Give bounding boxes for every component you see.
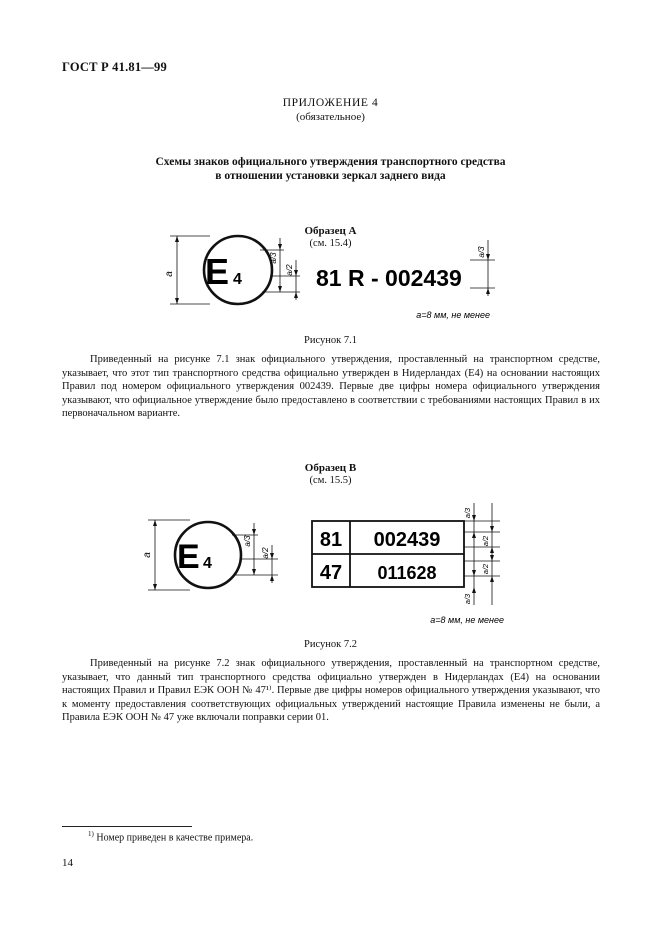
section-title	[0, 155, 661, 183]
figure-7-1-caption: Рисунок 7.1	[304, 335, 357, 346]
dim-a2-top-label: a/2	[481, 535, 490, 547]
dim-a2-label: a/2	[285, 264, 294, 276]
sample-a-title: Образец А	[304, 225, 357, 237]
dim-a2-label-b: a/2	[261, 547, 270, 559]
section-title-line1: Схемы знаков официального утверждения транспортного средства	[155, 156, 506, 168]
dim-a-label: a	[164, 271, 175, 277]
dim-a3-label: a/3	[269, 252, 278, 264]
appendix-title: ПРИЛОЖЕНИЕ 4	[282, 97, 379, 109]
mark-letter-e-b: E	[177, 538, 200, 576]
figure-7-1	[150, 230, 510, 330]
page-number: 14	[62, 857, 73, 869]
dim-a3-bottom-label: a/3	[463, 593, 472, 605]
dimension-note: a=8 мм, не менее	[416, 310, 490, 320]
paragraph-1	[62, 353, 600, 421]
dim-a3-right-label: a/3	[477, 246, 486, 258]
figure-7-2-caption: Рисунок 7.2	[304, 639, 357, 650]
sample-a-ref: (см. 15.4)	[309, 238, 352, 249]
paragraph-2-text: Приведенный на рисунке 7.2 знак официального утверждения, проставленный на транспортном средстве, указывает, что данный тип транспортного средства официально утвержден в Нидерландах (E4) на основании настоящих Правил и Правил ЕЭК ООН № 47¹⁾. Первые две цифры номеров официального утверждения указывают, что к моменту предоставления соответствующих официальных утверждений настоящие Правила изменены не были, а Правила ЕЭК ООН № 47 уже включали поправки серии 01.	[62, 658, 600, 724]
footnote-mark: 1)	[88, 830, 94, 838]
paragraph-1-text: Приведенный на рисунке 7.1 знак официального утверждения, проставленный на транспортном средстве, указывает, что этот тип транспортного средства официально утвержден в Нидерландах (E4) на основании настоящих Правил под номером официального утверждения 002439. Первые две цифры номера официального утверждения указывают, что официальное утверждение было предоставлено в соответствии с требованиями настоящих Правил в их первоначальном варианте.	[62, 354, 600, 420]
section-title-line2: в отношении установки зеркал заднего вида	[215, 170, 446, 182]
footnote-text: Номер приведен в качестве примера.	[96, 832, 254, 844]
dim-a3-top-label: a/3	[463, 507, 472, 519]
mark-country-number: 4	[233, 271, 242, 288]
footnote	[88, 830, 253, 843]
sample-b-ref: (см. 15.5)	[309, 475, 352, 486]
dim-a3-label-b: a/3	[243, 535, 252, 547]
figure-7-2	[140, 495, 520, 625]
mark-letter-e: E	[205, 251, 230, 292]
footnote-separator	[62, 826, 192, 827]
dim-a2-bottom-label: a/2	[481, 563, 490, 575]
document-code: ГОСТ Р 41.81—99	[62, 60, 167, 74]
sample-b-title: Образец В	[304, 462, 357, 474]
dimension-note-b: a=8 мм, не менее	[430, 615, 504, 625]
row2-approval-number: 011628	[377, 563, 437, 583]
row2-regulation: 47	[319, 562, 343, 584]
row1-regulation: 81	[319, 529, 343, 551]
row1-approval-number: 002439	[373, 529, 441, 551]
paragraph-2	[62, 657, 600, 725]
appendix-status: (обязательное)	[296, 111, 365, 123]
mark-country-number-b: 4	[203, 555, 212, 572]
approval-number: 81 R - 002439	[316, 265, 462, 291]
dim-a-label-b: a	[142, 552, 153, 558]
